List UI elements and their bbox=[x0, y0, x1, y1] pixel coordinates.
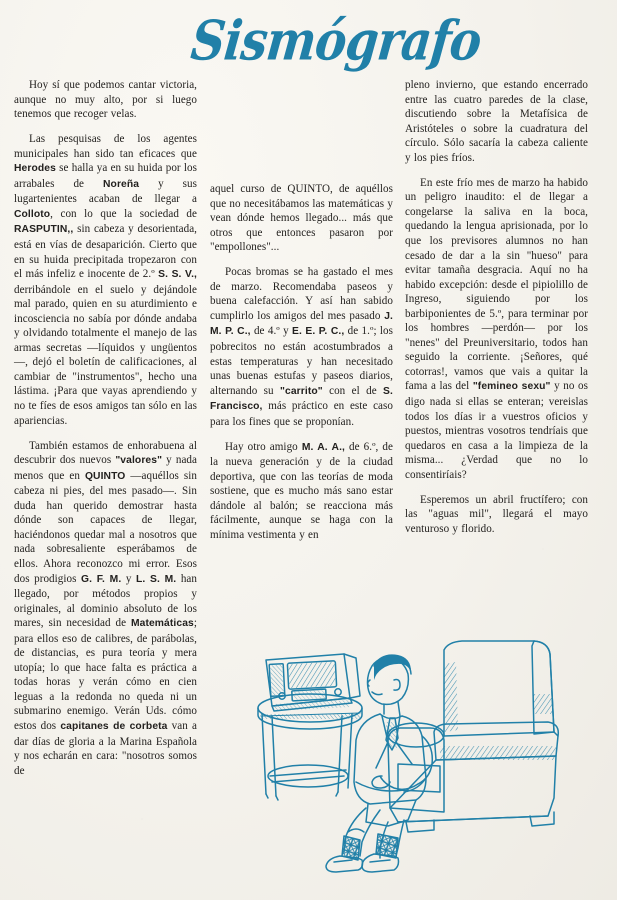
paragraph: Pocas bromas se ha gastado el mes de marzo. Recomendaba paseos y buena calefacción. Y así han sabido cumplirlo los amigos del mes pasado J. M. P. C., de 4.º y E. E. P. C., de 1.º; los pobrecitos no están acostumbrados a estas temperaturas y han necesitado unas buenas estufas y paseos diarios, alternando su "carrito" con el de S. Francisco, más práctico en este caso para los fines que se proponían. bbox=[210, 266, 393, 428]
paragraph: aquel curso de QUINTO, de aquéllos que no necesitábamos las matemáticas y vean dónde hemos llegado... más que otros que entonces pasaron por "empollones"... bbox=[210, 183, 393, 254]
paragraph: Esperemos un abril fructífero; con las "aguas mil", llegará el mayo venturoso y florido. bbox=[405, 493, 588, 535]
television-set bbox=[266, 654, 360, 711]
seated-boy bbox=[326, 654, 432, 872]
column-2-body bbox=[210, 182, 393, 543]
text-column-1 bbox=[14, 78, 197, 778]
text-column-2 bbox=[210, 78, 393, 543]
paragraph: Hoy sí que podemos cantar victoria, aunque no muy alto, por si luego tenemos que recoger velas. bbox=[14, 79, 197, 121]
text-column-3 bbox=[405, 78, 588, 536]
paragraph: pleno invierno, que estando encerrado entre las cuatro paredes de la clase, discutiendo sobre la Metafísica de Aristóteles o sobre la cuadratura del círculo. Sólo sacaría la cabeza caliente y los pies fríos. bbox=[405, 79, 588, 164]
illustration-boy-watching-television bbox=[248, 636, 600, 876]
paragraph: Hay otro amigo M. A. A., de 6.º, de la nueva generación y de la ciudad deportiva, que con las teorías de moda sostiene, que es mucho más sano estar dándole al balón; se reacciona más fácilmente, aunque se haga con la mínima vestimenta y en bbox=[210, 440, 393, 542]
paragraph: Las pesquisas de los agentes municipales han sido tan eficaces que Herodes se halla ya en su huida por los arrabales de Noreña y sus lugartenientes acaban de llegar a Colloto, con lo que la sociedad de RASPUTIN,, sin cabeza y desorientada, está en vías de desaparición. Cierto que en su huida precipitada tropezaron con el más infeliz e inocente de 2.º S. S. V., derribándole en el suelo y dejándole mal parado, quien en su aturdimiento e incosciencia no sabía por dónde andaba y olvidando totalmente el manejo de las armas secretas —líquidos y ungüentos—, dejó el boletín de calificaciones, al cambiar de "instrumentos", hecho una lástima. ¡Para que vayas aprendiendo y no te fíes de esos amigos tan sólo en las apariencias. bbox=[14, 133, 198, 427]
armchair bbox=[388, 641, 558, 832]
page-title: Sismógrafo bbox=[188, 9, 484, 74]
paragraph: En este frío mes de marzo ha habido un peligro inaudito: el de llegar a congelarse la saliva en la boca, quedando la lengua aprisionada, por lo que los previsores alumnos no han cesado de dar a la sin "hueso" para evitar tamaña desgracia. Aquí no ha habido excepción: desde el pipiolillo de Ingreso, siguiendo por los barbiponientes de 5.º, para terminar por los hombres —perdón— por los "nenes" del Preuniversitario, todos han seguido la corriente. ¡Señores, qué cotorras!, vamos que vais a quitar la fama a las del "femineo sexu" y no os digo nada si ellas se enteran; vereislas todos los días ir a vuestros oficios y puestos, mientras vosotros tendríais que quedaros en casa a la limpieza de la misma... ¿Verdad que no lo consentiríais? bbox=[405, 176, 588, 481]
paragraph: También estamos de enhorabuena al descubrir dos nuevos "valores" y nada menos que en QUINTO —aquéllos sin cabeza ni pies, del mes pasado—. Sin duda han querido demostrar hasta dónde son capaces de llegar, haciéndonos quedar mal a nosotros que nada sobresaliente esperábamos de ellos. Ahora reconozco mi error. Esos dos prodigios G. F. M. y L. S. M. han llegado, por métodos propios y originales, al dominio absoluto de los mares, sin necesidad de Matemáticas; para ellos eso de calibres, de parábolas, de distancias, es pura teoría y mera utopía; lo que hace falta es práctica a todas horas y verán cómo en cien leguas a la redonda no queda ni un submarino enemigo. Verán Uds. cómo estos dos capitanes de corbeta van a dar días de gloria a la Marina Española y nos echarán en cara: "nosotros somos de bbox=[14, 439, 198, 777]
